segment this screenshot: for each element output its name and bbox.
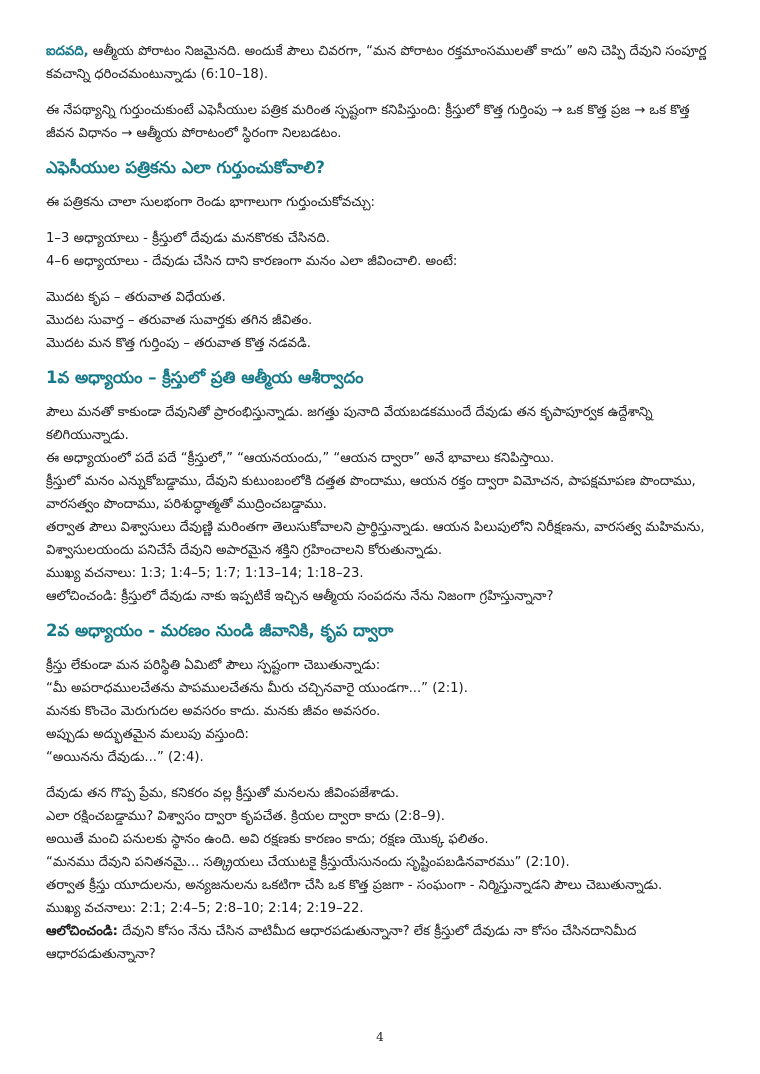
chapter2-line: అప్పుడు అద్భుతమైన మలుపు వస్తుంది: xyxy=(46,727,249,742)
reflect-text: దేవుని కోసం నేను చేసిన వాటిమీద ఆధారపడుతున్నానా? లేక క్రీస్తులో దేవుడు నా కోసం చేసినదానిమీద ఆధారపడుతున్నానా? xyxy=(46,924,637,962)
chapter1-line: క్రీస్తులో మనం ఎన్నుకోబడ్డాము, దేవుని కుటుంబంలోకి దత్తత పొందాము, ఆయన రక్తం ద్వారా విమోచన, పాపక్షమాపణ పొందాము, వారసత్వం పొందాము, పరిశుద్ధాత్మతో ముద్రించబడ్డాము. xyxy=(46,474,696,512)
order-line: మొదట మన కొత్త గుర్తింపు – తరువాత కొత్త నడవడి. xyxy=(46,336,311,351)
intro-paragraph-2: ఈ నేపథ్యాన్ని గుర్తుంచుకుంటే ఎఫెసీయుల పత్రిక మరింత స్పష్టంగా కనిపిస్తుంది: క్రీస్తులో కొత్త గుర్తింపు → ఒక కొత్త ప్రజ → ఒక కొత్త జీవన విధానం → ఆత్మీయ పోరాటంలో స్థిరంగా నిలబడటం. xyxy=(46,103,690,141)
chapter2-line: మనకు కొంచెం మెరుగుదల అవసరం కాదు. మనకు జీవం అవసరం. xyxy=(46,704,381,719)
reflect-lead: ఆలోచించండి: xyxy=(46,924,118,939)
intro-paragraph-1-text: ఆత్మీయ పోరాటం నిజమైనది. అందుకే పౌలు చివరగా, “మన పోరాటం రక్తమాంసములతో కాదు” అని చెప్పి దేవుని సంపూర్ణ కవచాన్ని ధరించమంటున్నాడు (6:10–18). xyxy=(46,44,707,82)
part-line: 4–6 అధ్యాయాలు - దేవుడు చేసిన దాని కారణంగా మనం ఎలా జీవించాలి. అంటే: xyxy=(46,254,458,269)
section-heading-chapter-2: 2వ అధ్యాయం - మరణం నుండి జీవానికి, కృప ద్వారా xyxy=(46,621,394,640)
order-line: మొదట కృప – తరువాత విధేయత. xyxy=(46,290,226,305)
chapter1-line: తర్వాత పౌలు విశ్వాసులు దేవుణ్ణి మరింతగా తెలుసుకోవాలని ప్రార్థిస్తున్నాడు. ఆయన పిలుపులోని నిరీక్షణను, వారసత్వ మహిమను, విశ్వాసులయందు పనిచేసే దేవుని అపారమైన శక్తిని గ్రహించాలని కోరుతున్నాడు. xyxy=(46,520,705,558)
part-line: 1–3 అధ్యాయాలు - క్రీస్తులో దేవుడు మనకొరకు చేసినది. xyxy=(46,231,330,246)
chapter2-line: క్రీస్తు లేకుండా మన పరిస్థితి ఏమిటో పౌలు స్పష్టంగా చెబుతున్నాడు: xyxy=(46,658,381,673)
chapter2-quote: “అయినను దేవుడు...” (2:4). xyxy=(46,750,204,765)
chapter2-key-verses: ముఖ్య వచనాలు: 2:1; 2:4–5; 2:8–10; 2:14; 2:19–22. xyxy=(46,901,364,916)
section-heading-chapter-1: 1వ అధ్యాయం – క్రీస్తులో ప్రతి ఆత్మీయ ఆశీర్వాదం xyxy=(46,368,364,387)
remember-intro: ఈ పత్రికను చాలా సులభంగా రెండు భాగాలుగా గుర్తుంచుకోవచ్చు: xyxy=(46,195,376,210)
chapter2-quote: “మీ అపరాధములచేతను పాపములచేతను మీరు చచ్చినవారై యుండగా...” (2:1). xyxy=(46,681,468,696)
chapter2-line: అయితే మంచి పనులకు స్థానం ఉంది. అవి రక్షణకు కారణం కాదు; రక్షణ యొక్క ఫలితం. xyxy=(46,832,489,847)
section-heading-remember: ఎఫెసీయుల పత్రికను ఎలా గుర్తుంచుకోవాలి? xyxy=(46,158,325,177)
chapter1-reflect: ఆలోచించండి: క్రీస్తులో దేవుడు నాకు ఇప్పటికే ఇచ్చిన ఆత్మీయ సంపదను నేను నిజంగా గ్రహిస్తున్నానా? xyxy=(46,589,554,604)
page-number: 4 xyxy=(376,1030,384,1044)
intro-paragraph-1 xyxy=(46,40,714,86)
order-line: మొదట సువార్త – తరువాత సువార్తకు తగిన జీవితం. xyxy=(46,313,313,328)
chapter2-reflect xyxy=(46,920,714,966)
intro-lead-word: ఐదవది, xyxy=(46,44,89,59)
chapter2-line: తర్వాత క్రీస్తు యూదులను, అన్యజనులను ఒకటిగా చేసి ఒక కొత్త ప్రజగా - సంఘంగా - నిర్మిస్తున్నాడని పౌలు చెబుతున్నాడు. xyxy=(46,878,663,893)
chapter2-line: దేవుడు తన గొప్ప ప్రేమ, కనికరం వల్ల క్రీస్తుతో మనలను జీవింపజేశాడు. xyxy=(46,786,400,801)
chapter1-line: ఈ అధ్యాయంలో పదే పదే “క్రీస్తులో,” “ఆయనయందు,” “ఆయన ద్వారా” అనే భావాలు కనిపిస్తాయి. xyxy=(46,451,555,466)
chapter2-quote: “మనము దేవుని పనితనమై... సత్క్రియలు చేయుటకై క్రీస్తుయేసునందు సృష్టింపబడినవారము” (2:10). xyxy=(46,855,570,870)
chapter1-line: పౌలు మనతో కాకుండా దేవునితో ప్రారంభిస్తున్నాడు. జగత్తు పునాది వేయబడకముందే దేవుడు తన కృపాపూర్వక ఉద్దేశాన్ని కలిగియున్నాడు. xyxy=(46,405,653,443)
chapter2-line: ఎలా రక్షించబడ్డాము? విశ్వాసం ద్వారా కృపచేత. క్రియల ద్వారా కాదు (2:8–9). xyxy=(46,809,445,824)
chapter1-key-verses: ముఖ్య వచనాలు: 1:3; 1:4–5; 1:7; 1:13–14; 1:18–23. xyxy=(46,566,364,581)
